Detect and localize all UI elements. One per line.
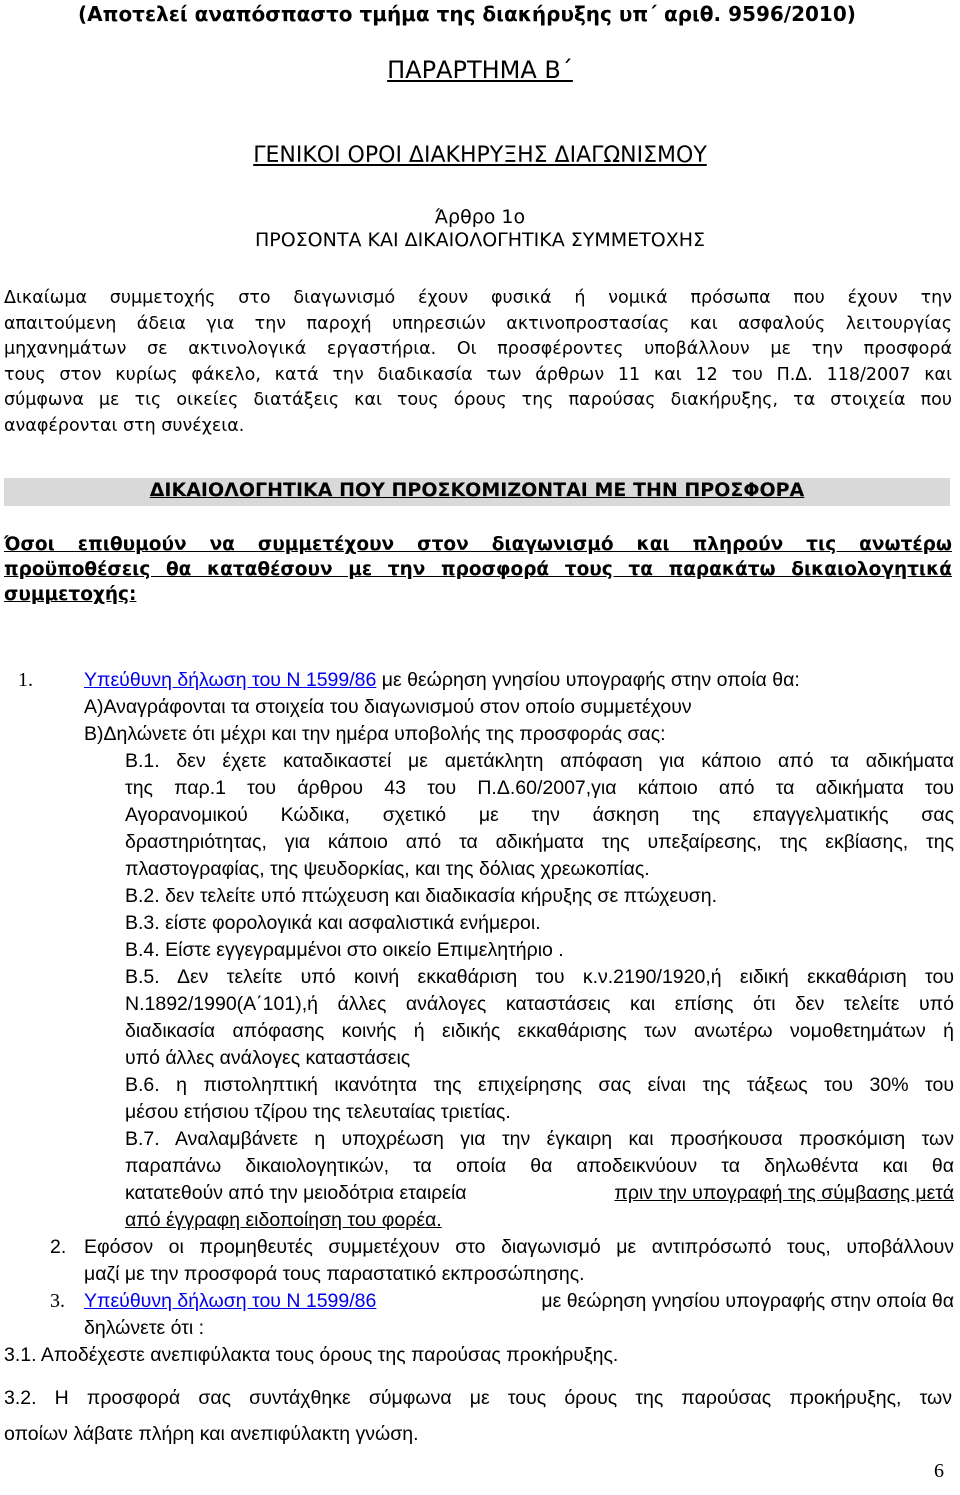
intro-line: απαιτούμενη άδεια για την παροχή υπηρεσιών ακτινοπροστασίας και ασφαλούς λειτουργίας xyxy=(4,313,952,334)
b1-line: Β.1. δεν έχετε καταδικαστεί με αμετάκλητη απόφαση για κάποιο από τα αδικήματα xyxy=(125,750,954,772)
requirements-line: προϋποθέσεις θα καταθέσουν με την προσφορά τους τα παρακάτω δικαιολογητικά xyxy=(4,559,952,580)
page-number: 6 xyxy=(934,1460,944,1482)
b7-text: κατατεθούν από την μειοδότρια εταιρεία xyxy=(125,1182,467,1204)
item-text: με θεώρηση γνησίου υπογραφής στην οποία θα: xyxy=(376,669,800,691)
b5-line: υπό άλλες ανάλογες καταστάσεις xyxy=(125,1047,411,1069)
b1-line: Αγορανομικού Κώδικα, σχετικό με την άσκηση της επαγγελματικής σας xyxy=(125,804,954,826)
item-number: 2. xyxy=(50,1236,67,1258)
b7-line xyxy=(125,1180,954,1207)
item-line-a: Α)Αναγράφονται τα στοιχεία του διαγωνισμού στον οποίο συμμετέχουν xyxy=(84,696,692,718)
affidavit-link[interactable]: Υπεύθυνη δήλωση του Ν 1599/86 xyxy=(84,669,377,691)
intro-line: σύμφωνα με τις οικείες διατάξεις και τους όρους της παρούσας διακήρυξης, τα στοιχεία που xyxy=(4,390,952,411)
annex-title: ΠΑΡΑΡΤΗΜΑ Β΄ xyxy=(387,56,573,84)
intro-line: αναφέρονται στη συνέχεια. xyxy=(4,415,245,436)
header-note: (Αποτελεί αναπόσπαστο τμήμα της διακήρυξης υπ΄ αριθ. 9596/2010) xyxy=(78,2,856,26)
b5-line: Β.5. Δεν τελείτε υπό κοινή εκκαθάριση του κ.ν.2190/1920,ή ειδική εκκαθάριση του xyxy=(125,966,954,988)
b3-line: Β.3. είστε φορολογικά και ασφαλιστικά ενήμεροι. xyxy=(125,912,541,934)
b1-line: πλαστογραφίας, της ψευδορκίας, και της δόλιας χρεωκοπίας. xyxy=(125,858,650,880)
item-number: 3. xyxy=(50,1290,65,1312)
item-3-2-line: 3.2. Η προσφορά σας συντάχθηκε σύμφωνα με τους όρους της παρούσας προκήρυξης, των xyxy=(4,1387,952,1409)
item3-line: δηλώνετε ότι : xyxy=(84,1317,205,1339)
article-title: Άρθρο 1ο xyxy=(434,206,526,228)
item-3-1: 3.1. Αποδέχεστε ανεπιφύλακτα τους όρους της παρούσας προκήρυξης. xyxy=(4,1344,619,1366)
requirements-list xyxy=(4,0,952,1495)
b4-line: Β.4. Είστε εγγεγραμμένοι στο οικείο Επιμελητήριο . xyxy=(125,939,564,961)
b6-line: μέσου ετήσιου τζίρου της τελευταίας τριετίας. xyxy=(125,1101,511,1123)
requirements-line: συμμετοχής: xyxy=(4,584,137,605)
item2-line: μαζί με την προσφορά τους παραστατικό εκπροσώπησης. xyxy=(84,1263,585,1285)
intro-line: τους στον κυρίως φάκελο, κατά την διαδικασία των άρθρων 11 και 12 του Π.Δ. 118/2007 και xyxy=(4,364,952,385)
list-item-3 xyxy=(84,1288,954,1315)
list-item-1 xyxy=(84,667,800,694)
intro-line: μηχανημάτων σε ακτινολογικά εργαστήρια. Οι προσφέροντες υποβάλλουν με την προσφορά xyxy=(4,339,952,360)
b5-line: Ν.1892/1990(Α΄101),ή άλλες ανάλογες καταστάσεις και επίσης ότι δεν τελείτε υπό xyxy=(125,993,954,1015)
item-number: 1. xyxy=(18,669,33,691)
b1-line: δραστηριότητας, για κάποιο από τα αδικήματα της υπεξαίρεσης, της εκβίασης, της xyxy=(125,831,954,853)
affidavit-link[interactable]: Υπεύθυνη δήλωση του Ν 1599/86 xyxy=(84,1290,377,1312)
section-banner-title: ΔΙΚΑΙΟΛΟΓΗΤΙΚΑ ΠΟΥ ΠΡΟΣΚΟΜΙΖΟΝΤΑΙ ΜΕ ΤΗΝ ΠΡΟΣΦΟΡΑ xyxy=(149,479,805,501)
article-subtitle: ΠΡΟΣΟΝΤΑ ΚΑΙ ΔΙΚΑΙΟΛΟΓΗΤΙΚΑ ΣΥΜΜΕΤΟΧΗΣ xyxy=(254,229,706,251)
requirements-line: Όσοι επιθυμούν να συμμετέχουν στον διαγωνισμό και πληρούν τις ανωτέρω xyxy=(4,534,952,555)
b7-line: παραπάνω δικαιολογητικών, τα οποία θα αποδεικνύουν τα δηλωθέντα και θα xyxy=(125,1155,954,1177)
b7-underlined-text: πριν την υπογραφή της σύμβασης μετά xyxy=(614,1182,954,1204)
b6-line: Β.6. η πιστοληπτική ικανότητα της επιχείρησης σας είναι της τάξεως του 30% του xyxy=(125,1074,954,1096)
b2-line: Β.2. δεν τελείτε υπό πτώχευση και διαδικασία κήρυξης σε πτώχευση. xyxy=(125,885,718,907)
b7-line: Β.7. Αναλαμβάνετε η υποχρέωση για την έγκαιρη και προσήκουσα προσκόμιση των xyxy=(125,1128,954,1150)
intro-line: Δικαίωμα συμμετοχής στο διαγωνισμό έχουν φυσικά ή νομικά πρόσωπα που έχουν την xyxy=(4,288,952,308)
item-text: με θεώρηση γνησίου υπογραφής στην οποία θα xyxy=(541,1290,954,1312)
item-3-2-line: οποίων λάβατε πλήρη και ανεπιφύλακτη γνώση. xyxy=(4,1423,419,1445)
b5-line: διαδικασία απόφασης κοινής ή ειδικής εκκαθάρισης των ανωτέρω νομοθετημάτων ή xyxy=(125,1020,954,1042)
item2-line: Εφόσον οι προμηθευτές συμμετέχουν στο διαγωνισμό με αντιπρόσωπό τους, υποβάλλουν xyxy=(84,1236,954,1258)
b7-underlined-line: από έγγραφη ειδοποίηση του φορέα. xyxy=(125,1209,442,1231)
item-line-b: Β)Δηλώνετε ότι μέχρι και την ημέρα υποβολής της προσφοράς σας: xyxy=(84,723,666,745)
general-title: ΓΕΝΙΚΟΙ ΟΡΟΙ ΔΙΑΚΗΡΥΞΗΣ ΔΙΑΓΩΝΙΣΜΟΥ xyxy=(253,143,707,168)
b1-line: της παρ.1 του άρθρου 43 του Π.Δ.60/2007,για κάποιο από τα αδικήματα του xyxy=(125,777,954,799)
